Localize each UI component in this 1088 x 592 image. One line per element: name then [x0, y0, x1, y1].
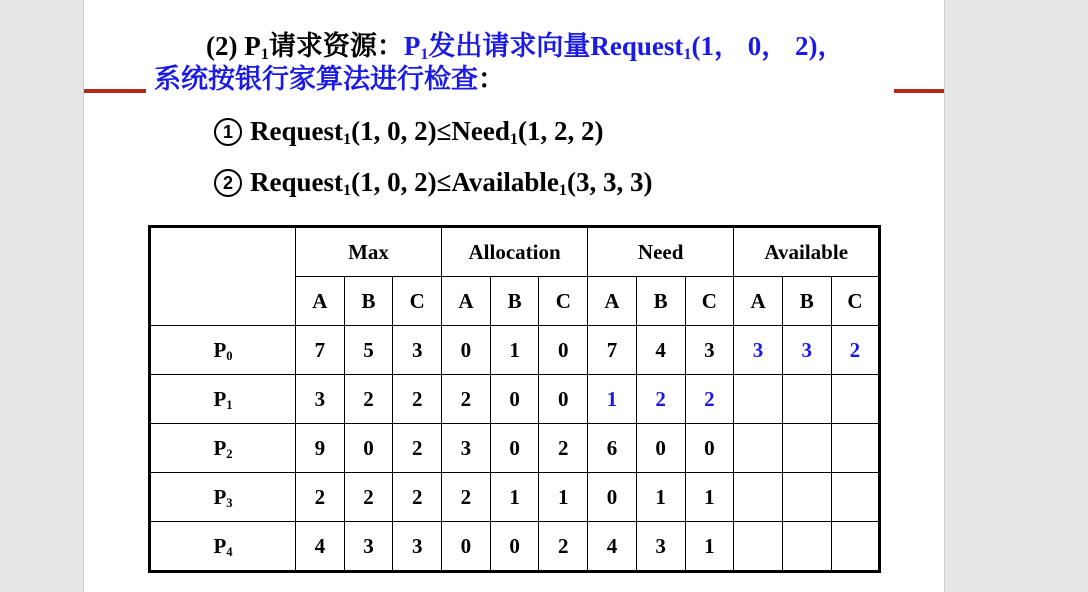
group-header-max: Max [296, 227, 442, 277]
subheader-cell: C [393, 277, 442, 326]
process-index: 1 [226, 397, 233, 412]
subheader-cell: A [442, 277, 491, 326]
table-corner-cell [150, 227, 296, 326]
condition-1-request-sub: 1 [343, 130, 352, 149]
process-letter: P [213, 337, 227, 362]
cell-alloc: 1 [539, 473, 588, 522]
heading-line-2 [154, 63, 914, 96]
subheader-cell: C [539, 277, 588, 326]
cell-alloc: 0 [442, 522, 491, 572]
cell-need: 3 [636, 522, 685, 572]
process-index: 2 [226, 446, 233, 461]
heading-request-sub: 1 [683, 45, 692, 64]
cell-need: 4 [588, 522, 637, 572]
cell-avail [734, 473, 783, 522]
condition-1-need: Need [451, 116, 510, 146]
cell-avail [782, 473, 831, 522]
cell-max: 4 [296, 522, 345, 572]
cell-max: 7 [296, 326, 345, 375]
slide [83, 0, 945, 592]
cell-max: 2 [344, 375, 393, 424]
cell-avail [734, 375, 783, 424]
process-label [150, 326, 296, 375]
table-row [150, 326, 880, 375]
subheader-cell: A [296, 277, 345, 326]
table-row [150, 473, 880, 522]
cell-avail [782, 375, 831, 424]
cell-need: 0 [588, 473, 637, 522]
cell-max: 3 [393, 326, 442, 375]
cell-avail: 3 [734, 326, 783, 375]
group-header-available: Available [734, 227, 880, 277]
cell-need: 7 [588, 326, 637, 375]
condition-1 [214, 116, 603, 147]
heading-line-1 [154, 30, 914, 63]
cell-need: 1 [685, 473, 734, 522]
cell-avail [734, 424, 783, 473]
cell-avail: 3 [782, 326, 831, 375]
cell-need: 0 [685, 424, 734, 473]
cell-alloc: 1 [490, 473, 539, 522]
cell-alloc: 0 [539, 326, 588, 375]
circled-number-1: 1 [214, 118, 242, 146]
cell-need: 3 [685, 326, 734, 375]
condition-2-request-value: (1, 0, 2)≤ [351, 167, 452, 197]
cell-max: 3 [393, 522, 442, 572]
cell-alloc: 0 [539, 375, 588, 424]
condition-1-request-value: (1, 0, 2)≤ [351, 116, 452, 146]
table-row [150, 522, 880, 572]
subheader-cell: B [782, 277, 831, 326]
cell-max: 3 [296, 375, 345, 424]
heading-colon: ： [478, 64, 505, 94]
cell-need: 1 [636, 473, 685, 522]
process-letter: P [213, 435, 227, 460]
table-row [150, 375, 880, 424]
subheader-cell: B [636, 277, 685, 326]
process-label [150, 424, 296, 473]
circled-number-2: 2 [214, 169, 242, 197]
cell-alloc: 0 [490, 375, 539, 424]
cell-need: 0 [636, 424, 685, 473]
process-index: 4 [226, 544, 233, 559]
heading-process-sub: 1 [420, 45, 429, 64]
process-letter: P [213, 533, 227, 558]
cell-max: 3 [344, 522, 393, 572]
cell-alloc: 0 [442, 326, 491, 375]
cell-avail [782, 522, 831, 572]
cell-need: 1 [588, 375, 637, 424]
group-header-allocation: Allocation [442, 227, 588, 277]
cell-need: 6 [588, 424, 637, 473]
process-letter: P [213, 484, 227, 509]
cell-max: 2 [344, 473, 393, 522]
cell-alloc: 2 [442, 375, 491, 424]
subheader-cell: C [831, 277, 880, 326]
cell-max: 2 [296, 473, 345, 522]
condition-2-available-value: (3, 3, 3) [567, 167, 653, 197]
cell-avail [831, 522, 880, 572]
heading-process: P [403, 31, 421, 61]
cell-need: 2 [685, 375, 734, 424]
process-label [150, 473, 296, 522]
cell-need: 4 [636, 326, 685, 375]
cell-alloc: 0 [490, 424, 539, 473]
condition-1-need-value: (1, 2, 2) [517, 116, 604, 146]
subheader-cell: A [588, 277, 637, 326]
subheader-cell: B [344, 277, 393, 326]
process-letter: P [213, 386, 227, 411]
subheader-cell: C [685, 277, 734, 326]
cell-alloc: 2 [539, 424, 588, 473]
cell-need: 2 [636, 375, 685, 424]
cell-max: 2 [393, 375, 442, 424]
condition-2-request-sub: 1 [343, 181, 352, 200]
table-row [150, 424, 880, 473]
cell-avail [831, 375, 880, 424]
cell-need: 1 [685, 522, 734, 572]
slide-heading [154, 30, 914, 96]
process-index: 0 [226, 348, 233, 363]
process-label [150, 522, 296, 572]
decorative-rule-left [84, 89, 146, 93]
cell-avail [831, 473, 880, 522]
heading-topic: 请求资源： [268, 31, 404, 61]
subheader-cell: B [490, 277, 539, 326]
condition-1-request: Request [250, 116, 343, 146]
cell-alloc: 0 [490, 522, 539, 572]
cell-alloc: 2 [442, 473, 491, 522]
process-index: 3 [226, 495, 233, 510]
cell-max: 5 [344, 326, 393, 375]
cell-max: 0 [344, 424, 393, 473]
cell-avail [734, 522, 783, 572]
condition-1-need-sub: 1 [509, 130, 518, 149]
cell-max: 9 [296, 424, 345, 473]
heading-step: (2) P [206, 31, 261, 61]
cell-avail [782, 424, 831, 473]
cell-alloc: 3 [442, 424, 491, 473]
heading-request-text: 发出请求向量Request [428, 31, 684, 61]
cell-avail [831, 424, 880, 473]
process-label [150, 375, 296, 424]
condition-2-request: Request [250, 167, 343, 197]
heading-check-text: 系统按银行家算法进行检查 [154, 64, 478, 94]
cell-alloc: 2 [539, 522, 588, 572]
cell-max: 2 [393, 473, 442, 522]
table-group-header-row [150, 227, 880, 277]
group-header-need: Need [588, 227, 734, 277]
heading-step-sub: 1 [260, 45, 269, 64]
cell-alloc: 1 [490, 326, 539, 375]
condition-2-available-sub: 1 [558, 181, 567, 200]
cell-avail: 2 [831, 326, 880, 375]
subheader-cell: A [734, 277, 783, 326]
resource-allocation-table [148, 225, 881, 573]
condition-2 [214, 167, 652, 198]
cell-max: 2 [393, 424, 442, 473]
condition-2-available: Available [451, 167, 559, 197]
heading-request-vector: (1， 0， 2)， [691, 31, 845, 61]
